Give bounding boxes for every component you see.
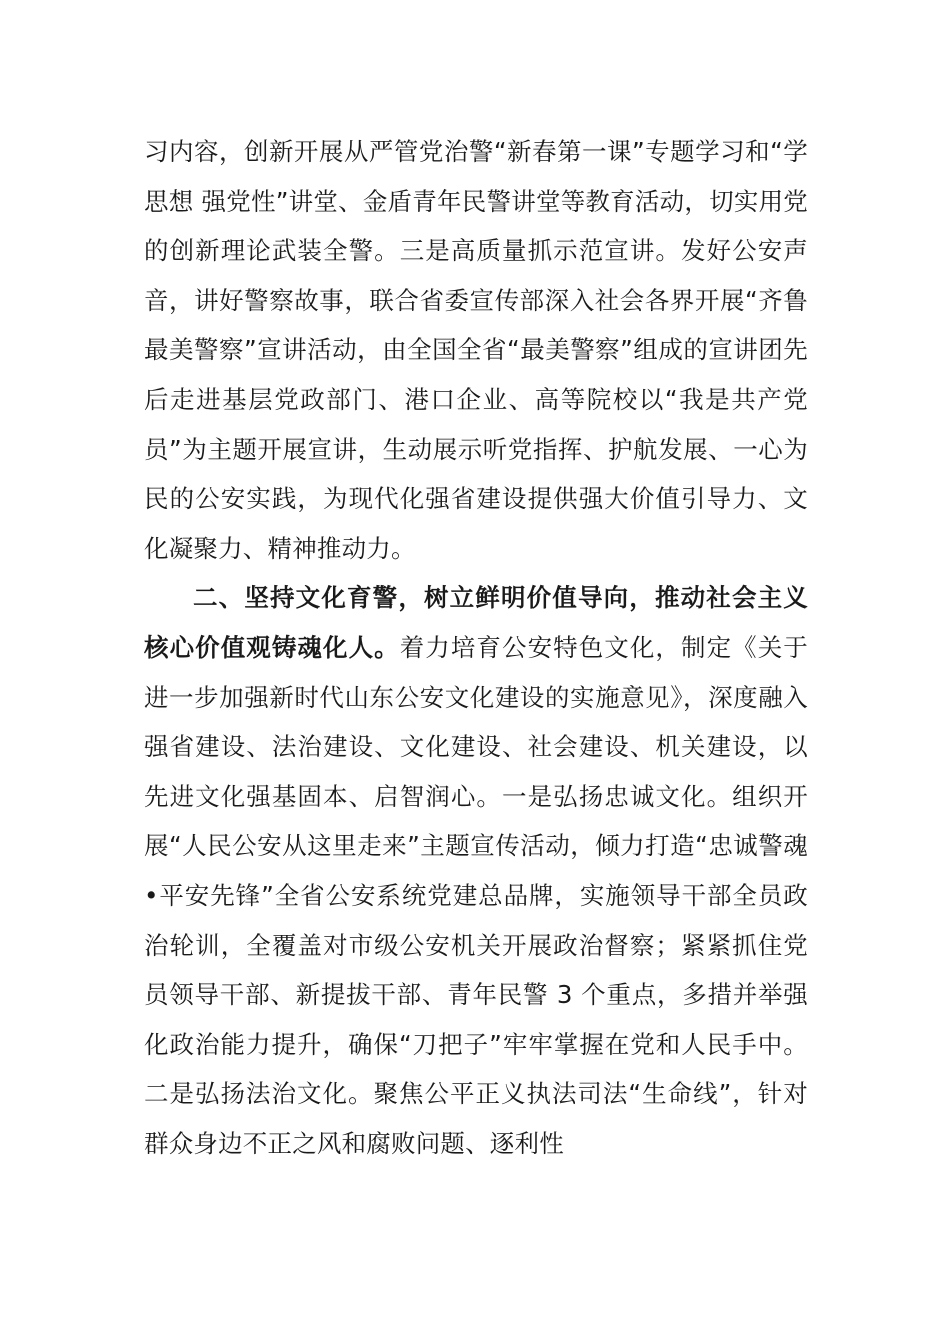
- paragraph-text: 习内容，创新开展从严管党治警“新春第一课”专题学习和“学思想 强党性”讲堂、金盾青年民警讲堂等教育活动，切实用党的创新理论武装全警。三是高质量抓示范宣讲。发好公安声音，讲好警察故事，联合省委宣传部深入社会各界开展“齐鲁最美警察”宣讲活动，由全国全省“最美警察”组成的宣讲团先后走进基层党政部门、港口企业、高等院校以“我是共产党员”为主题开展宣讲，生动展示听党指挥、护航发展、一心为民的公安实践，为现代化强省建设提供强大价值引导力、文化凝聚力、精神推动力。: [144, 137, 808, 563]
- paragraph-continuation: [144, 127, 808, 573]
- paragraph-section-two: [144, 573, 808, 1168]
- document-body: [144, 127, 808, 1168]
- section-heading: 二、坚持文化育警，树立鲜明价值导向，推动社会主义核心价值观铸魂化人。: [144, 583, 808, 662]
- paragraph-text: 着力培育公安特色文化，制定《关于进一步加强新时代山东公安文化建设的实施意见》，深度融入强省建设、法治建设、文化建设、社会建设、机关建设，以先进文化强基固本、启智润心。一是弘扬忠诚文化。组织开展“人民公安从这里走来”主题宣传活动，倾力打造“忠诚警魂•平安先锋”全省公安系统党建总品牌，实施领导干部全员政治轮训，全覆盖对市级公安机关开展政治督察；紧紧抓住党员领导干部、新提拔干部、青年民警 3 个重点，多措并举强化政治能力提升，确保“刀把子”牢牢掌握在党和人民手中。二是弘扬法治文化。聚焦公平正义执法司法“生命线”，针对群众身边不正之风和腐败问题、逐利性: [144, 632, 808, 1158]
